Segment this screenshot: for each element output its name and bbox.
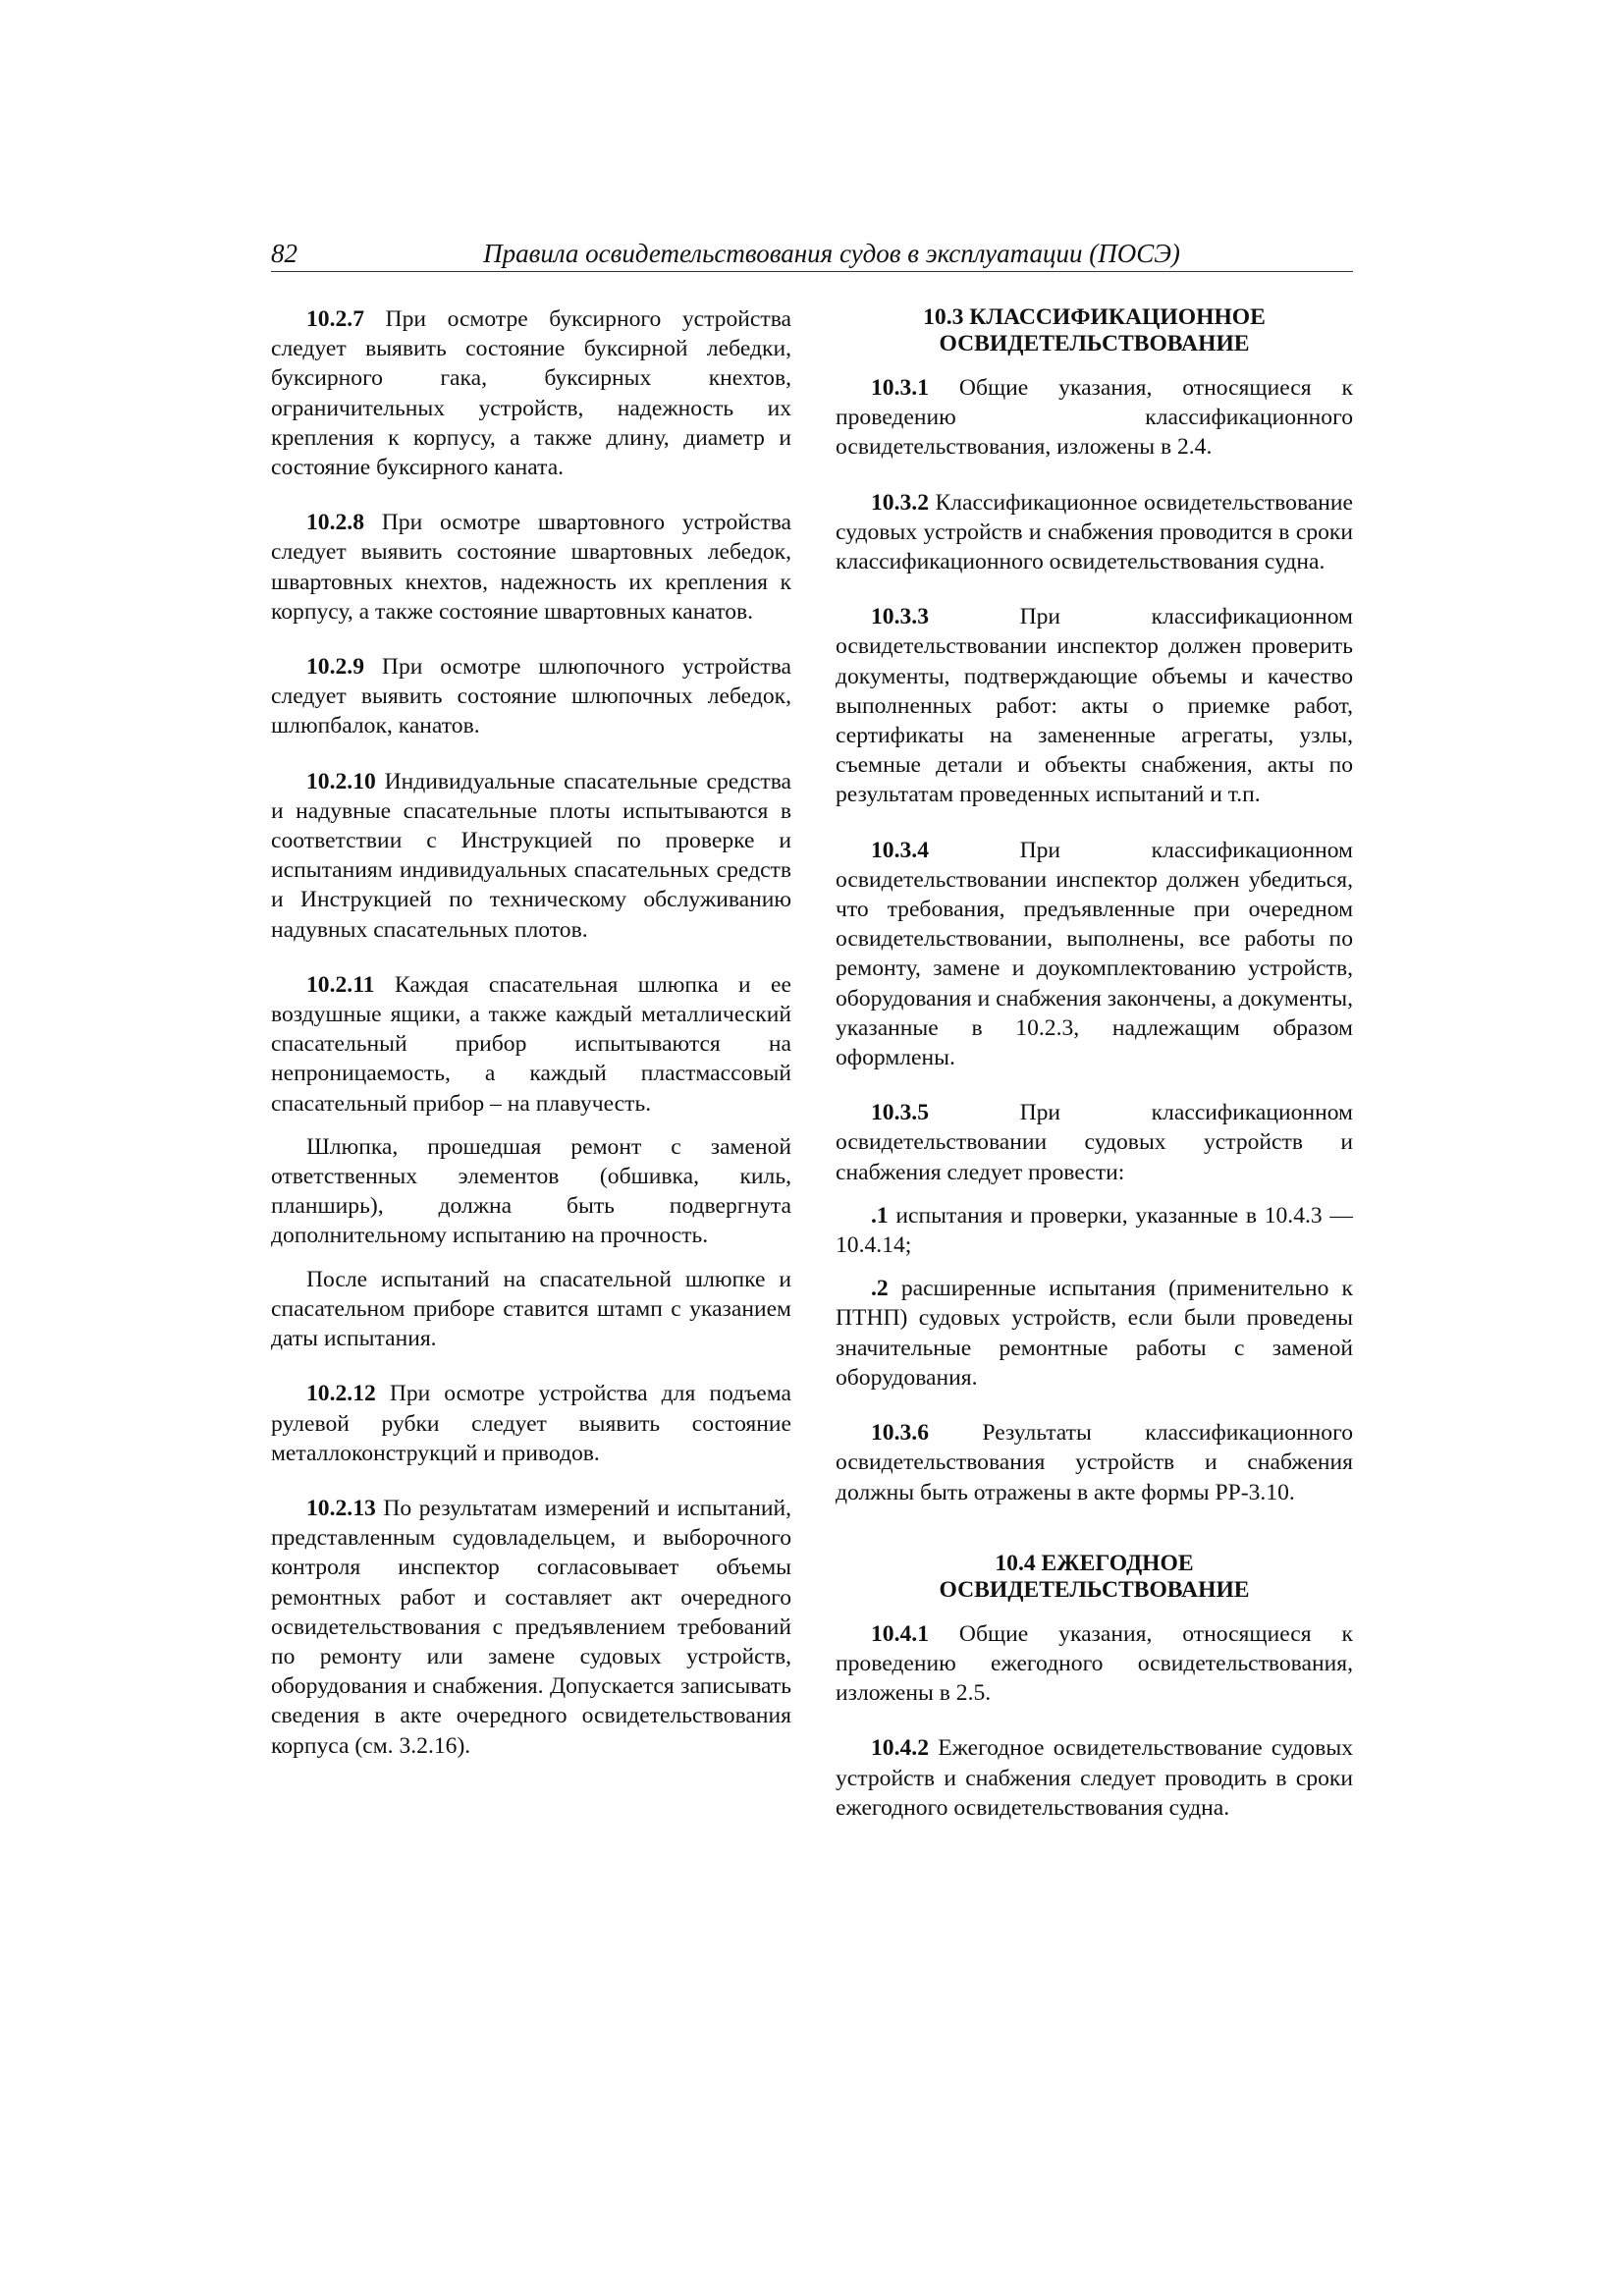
list-item-1: .1 испытания и проверки, указанные в 10.4.3 — 10.4.14; xyxy=(836,1202,1353,1259)
paragraph-10-2-10: 10.2.10 Индивидуальные спасательные средства и надувные спасательные плоты испытываются в соответствии с Инструкцией по проверке и испытаниям индивидуальных спасательных средств и Инструкцией по техническому обслуживанию надувных спасательных плотов. xyxy=(271,768,791,943)
page-number: 82 xyxy=(271,239,298,268)
right-column xyxy=(836,304,1353,1823)
page-header xyxy=(271,236,1353,272)
paragraph-10-2-11: 10.2.11 Каждая спасательная шлюпка и ее воздушные ящики, а также каждый металлический спасательный прибор испытываются на непроницаемость, а каждый пластмассовый спасательный прибор – на плавучесть. xyxy=(271,971,791,1117)
paragraph-10-3-2: 10.3.2 Классификационное освидетельствование судовых устройств и снабжения проводится в сроки классификационного освидетельствования судна. xyxy=(836,489,1353,575)
paragraph-10-3-4: 10.3.4 При классификационном освидетельствовании инспектор должен убедиться, что требования, предъявленные при очередном освидетельствовании, выполнены, все работы по ремонту, замене и доукомплектованию устройств, оборудования и снабжения закончены, а документы, указанные в 10.2.3, надлежащим образом оформлены. xyxy=(836,837,1353,1071)
section-heading-10-4: 10.4 ЕЖЕГОДНОЕ ОСВИДЕТЕЛЬСТВОВАНИЕ xyxy=(939,1550,1250,1603)
paragraph-10-2-7: 10.2.7 При осмотре буксирного устройства следует выявить состояние буксирной лебедки, буксирного гака, буксирных кнехтов, ограничительных устройств, надежность их крепления к корпусу, а также длину, диаметр и состояние буксирного каната. xyxy=(271,306,791,481)
left-column xyxy=(271,304,791,1761)
paragraph-10-4-1: 10.4.1 Общие указания, относящиеся к проведению ежегодного освидетельствования, изложены в 2.5. xyxy=(836,1620,1353,1707)
paragraph-10-3-3: 10.3.3 При классификационном освидетельствовании инспектор должен проверить документы, подтверждающие объемы и качество выполненных работ: акты о приемке работ, сертификаты на замененные агрегаты, узлы, съемные детали и объекты снабжения, акты по результатам проведенных испытаний и т.п. xyxy=(836,604,1353,808)
paragraph-10-3-1: 10.3.1 Общие указания, относящиеся к проведению классификационного освидетельствования, изложены в 2.4. xyxy=(836,375,1353,461)
list-item-2: .2 расширенные испытания (применительно к ПТНП) судовых устройств, если были проведены значительные ремонтные работы с заменой оборудования. xyxy=(836,1276,1354,1391)
paragraph-10-3-6: 10.3.6 Результаты классификационного освидетельствования устройств и снабжения должны быть отражены в акте формы РР-3.10. xyxy=(836,1420,1353,1505)
running-title: Правила освидетельствования судов в эксплуатации (ПОСЭ) xyxy=(483,239,1180,268)
paragraph-10-2-12: 10.2.12 При осмотре устройства для подъема рулевой рубки следует выявить состояние металлоконструкций и приводов. xyxy=(271,1381,791,1466)
section-heading-10-3: 10.3 КЛАССИФИКАЦИОННОЕ ОСВИДЕТЕЛЬСТВОВАНИЕ xyxy=(923,304,1266,356)
paragraph-lifeboat-repair: Шлюпка, прошедшая ремонт с заменой ответственных элементов (обшивка, киль, планширь), должна быть подвергнута дополнительному испытанию на прочность. xyxy=(271,1133,791,1249)
paragraph-10-4-2: 10.4.2 Ежегодное освидетельствование судовых устройств и снабжения следует проводить в сроки ежегодного освидетельствования судна. xyxy=(836,1735,1353,1821)
paragraph-10-2-9: 10.2.9 При осмотре шлюпочного устройства следует выявить состояние шлюпочных лебедок, шлюпбалок, канатов. xyxy=(271,654,791,739)
paragraph-10-3-5: 10.3.5 При классификационном освидетельствовании судовых устройств и снабжения следует провести: xyxy=(836,1100,1353,1185)
paragraph-test-stamp: После испытаний на спасательной шлюпке и спасательном приборе ставится штамп с указанием даты испытания. xyxy=(271,1266,791,1352)
paragraph-10-2-13: 10.2.13 По результатам измерений и испытаний, представленным судовладельцем, и выборочного контроля инспектор согласовывает объемы ремонтных работ и составляет акт очередного освидетельствования с предъявлением требований по ремонту или замене судовых устройств, оборудования и снабжения. Допускается записывать сведения в акте очередного освидетельствования корпуса (см. 3.2.16). xyxy=(271,1495,791,1759)
paragraph-10-2-8: 10.2.8 При осмотре швартовного устройства следует выявить состояние швартовных лебедок, швартовных кнехтов, надежность их крепления к корпусу, а также состояние швартовных канатов. xyxy=(271,510,791,625)
